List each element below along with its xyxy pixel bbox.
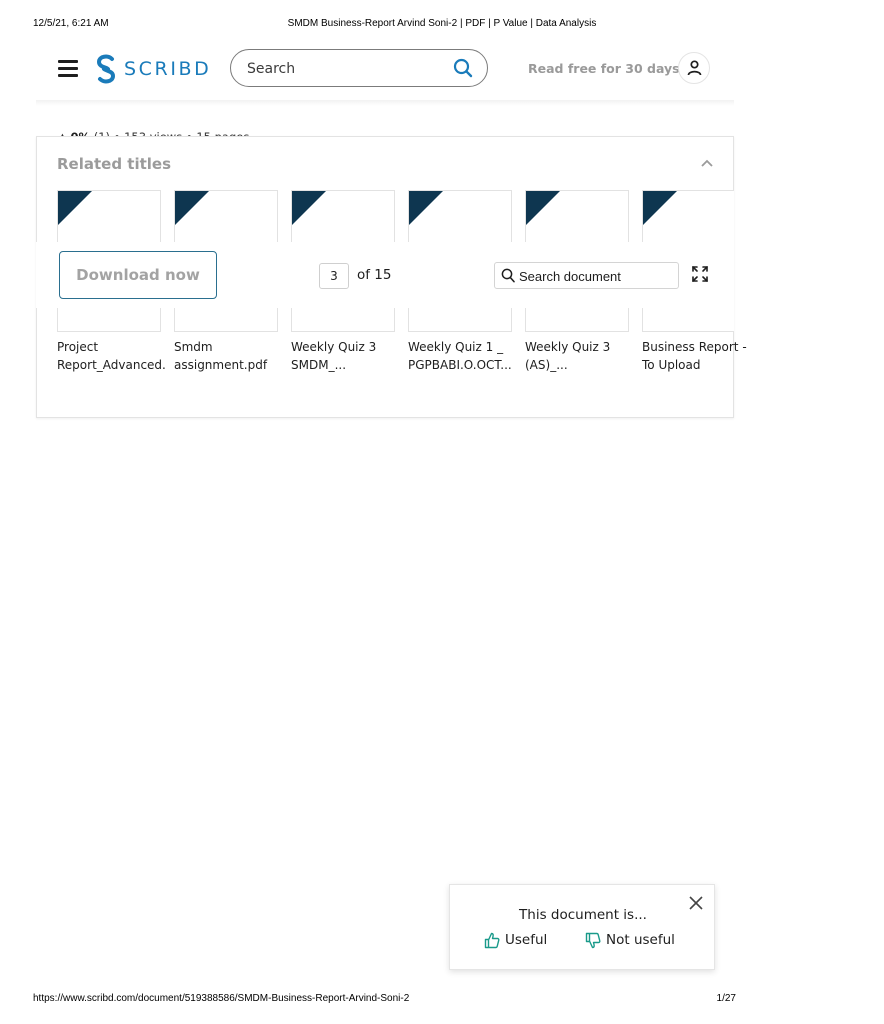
print-footer xyxy=(0,993,768,1007)
search-icon[interactable] xyxy=(453,58,473,78)
related-card-title: Weekly Quiz 1 _ PGPBABI.O.OCT... xyxy=(408,340,512,372)
chevron-up-icon[interactable] xyxy=(701,159,713,167)
thumbs-up-icon xyxy=(484,932,500,949)
print-url: https://www.scribd.com/document/519388586/SMDM-Business-Report-Arvind-Soni-2 xyxy=(33,993,410,1004)
related-card-title: Smdm assignment.pdf xyxy=(174,340,268,372)
search-icon xyxy=(501,268,515,283)
related-card-title: Weekly Quiz 3 (AS)_... xyxy=(525,340,611,372)
print-page-count: 1/27 xyxy=(716,993,736,1004)
site-search xyxy=(230,49,488,87)
print-header xyxy=(0,18,768,32)
read-free-link[interactable]: Read free for 30 days xyxy=(528,61,680,76)
useful-button[interactable] xyxy=(484,929,547,951)
not-useful-label: Not useful xyxy=(606,932,675,948)
not-useful-button[interactable] xyxy=(585,929,675,951)
document-search xyxy=(494,262,679,289)
fullscreen-icon[interactable] xyxy=(692,266,708,282)
feedback-question: This document is... xyxy=(519,907,647,923)
user-icon xyxy=(687,60,702,76)
useful-label: Useful xyxy=(505,932,548,948)
related-titles-heading: Related titles xyxy=(57,155,172,173)
search-input[interactable] xyxy=(245,58,449,80)
page-total: of 15 xyxy=(357,267,392,283)
related-card-title: Project Report_Advanced. xyxy=(57,340,166,372)
related-card-title: Business Report - To Upload xyxy=(642,340,747,372)
print-page-title: SMDM Business-Report Arvind Soni-2 | PDF | P Value | Data Analysis xyxy=(287,18,597,29)
print-timestamp: 12/5/21, 6:21 AM xyxy=(33,18,109,29)
scribd-logo[interactable] xyxy=(94,54,211,84)
document-search-input[interactable] xyxy=(517,267,676,286)
related-card-title: Weekly Quiz 3 SMDM_... xyxy=(291,340,377,372)
document-toolbar xyxy=(36,242,734,308)
nav-shadow xyxy=(36,100,734,106)
top-nav xyxy=(36,46,734,100)
feedback-popup xyxy=(449,884,715,970)
logo-text: SCRIBD xyxy=(124,58,212,80)
scribd-logo-icon xyxy=(94,54,118,84)
page-number-input[interactable] xyxy=(319,263,349,289)
menu-icon[interactable] xyxy=(58,60,78,76)
download-button[interactable]: Download now xyxy=(59,251,217,299)
account-button[interactable] xyxy=(678,52,710,84)
thumbs-down-icon xyxy=(585,932,601,949)
